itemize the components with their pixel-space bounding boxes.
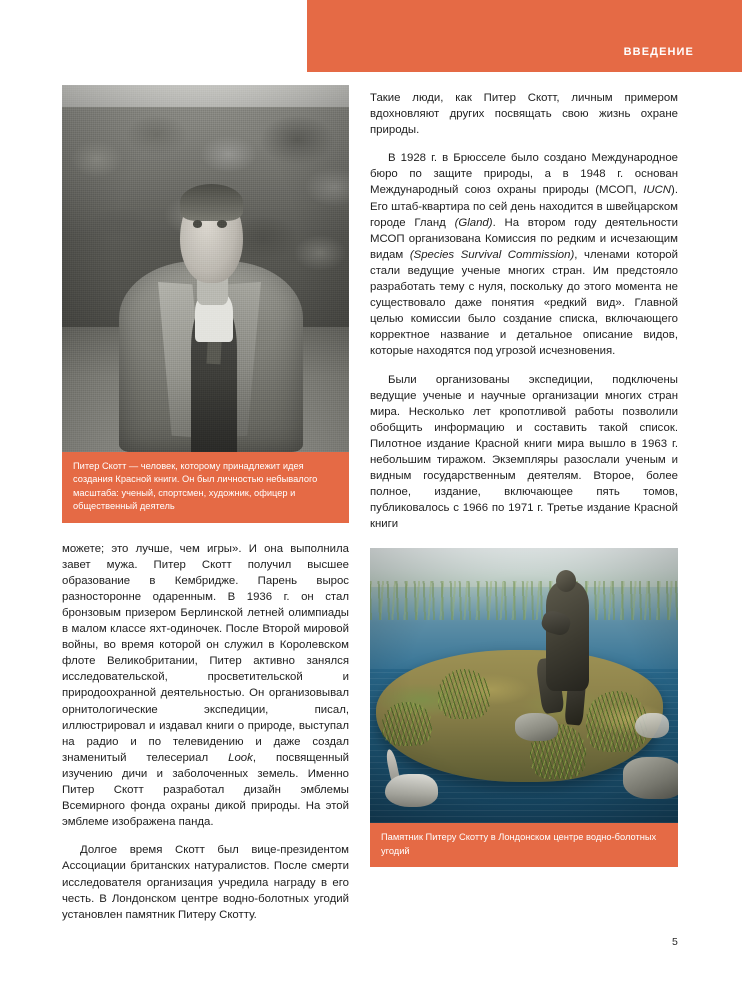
paragraph xyxy=(62,541,349,831)
text-run: , посвященный изучению дичи и заболоченных земель. Именно Питер Скотт разработал дизайн эмблемы Всемирного фонда охраны дикой природы. На этой эмблеме изображена панда. xyxy=(62,751,349,829)
portrait-figure xyxy=(62,85,349,523)
section-header-banner xyxy=(307,0,742,72)
text-run: В 1928 г. в Брюсселе было создано Международное бюро по защите природы, а в 1948 г. основан Международный союз охраны природы (МСОП, xyxy=(370,152,678,197)
portrait-hair xyxy=(180,184,243,221)
swan-sculpture-background xyxy=(635,713,669,738)
italic-term: Look xyxy=(228,751,253,764)
text-run: ). Его штаб-квартира по сей день находится в швейцарском городе Гланд xyxy=(370,184,678,229)
paragraph xyxy=(370,150,678,359)
right-column xyxy=(370,90,678,867)
text-run: . На втором году деятельности МСОП организована Комиссия по редким и исчезающим видам xyxy=(370,216,678,261)
peter-scott-portrait-photo xyxy=(62,85,349,452)
paragraph xyxy=(370,372,678,533)
statue-reeds-background xyxy=(370,581,678,620)
statue-grass-tussock xyxy=(438,669,490,719)
portrait-caption: Питер Скотт — человек, которому принадлежит идея создания Красной книги. Он был личностью небывалого масштаба: ученый, спортсмен, художник, офицер и общественный деятель xyxy=(62,452,349,523)
right-column-text xyxy=(370,90,678,532)
peter-scott-statue-photo xyxy=(370,548,678,823)
italic-term: IUCN xyxy=(643,184,672,197)
text-run: Были организованы экспедиции, подключены ведущие ученые и научные организации многих стран мира. Несколько лет кропотливой работы позволили обобщить информацию и составить такой список. Пилотное издание Красной книги мира вышло в 1963 г. небольшим тиражом. Экземпляры разослали ученым и видным государственным деятелям. Второе, более полное, издание, включающее пять томов, публиковалось с 1966 по 1971 г. Третье издание Красной книги xyxy=(370,373,678,531)
left-column xyxy=(62,85,349,923)
page-number: 5 xyxy=(672,936,678,948)
paragraph xyxy=(62,842,349,922)
text-run: Такие люди, как Питер Скотт, личным примером вдохновляют других посвящать свою жизнь охране природы. xyxy=(370,92,678,137)
statue-figure xyxy=(370,548,678,867)
italic-term: (Gland) xyxy=(454,216,493,229)
text-run: Долгое время Скотт был вице-президентом Ассоциации британских натуралистов. После смерти исследователя организация учредила награду в его честь. В Лондонском центре водно-болотных угодий установлен памятник Питеру Скотту. xyxy=(62,844,349,921)
swan-sculpture-foreground xyxy=(385,774,437,807)
statue-torso xyxy=(546,581,589,691)
statue-rock xyxy=(623,757,678,798)
text-run: , членами которой стали ведущие ученые многих стран. Им предстояло разработать тему с нуля, поскольку до этого момента не существовало даже понятия «редкий вид». Главной целью комиссии было создание списка, включающего корректное название и детальное описание видов, которые находятся под угрозой исчезновения. xyxy=(370,248,678,358)
statue-grass-tussock xyxy=(382,702,431,746)
statue-caption: Памятник Питеру Скотту в Лондонском центре водно-болотных угодий xyxy=(370,823,678,867)
portrait-eye-right xyxy=(217,220,227,228)
italic-term: (Species Survival Commission) xyxy=(409,248,575,261)
section-title: ВВЕДЕНИЕ xyxy=(623,46,694,58)
paragraph xyxy=(370,90,678,138)
text-run: можете; это лучше, чем игры». И она выполнила завет мужа. Питер Скотт получил высшее образование в Кембридже. Парень вырос разносторонне одаренным. В 1936 г. он стал бронзовым призером Берлинской летней олимпиады в малом классе яхт-одиночек. После Второй мировой войны, во время которой он служил в Королевском флоте Великобритании, Питер активно занялся исследовательской, просветительской и природоохранной деятельностью. Он организовывал орнитологические экспедиции, писал, иллюстрировал и издавал книги о природе, выступал на радио и по телевидению и даже создал знаменитый телесериал xyxy=(62,542,349,764)
statue-rock xyxy=(515,713,558,741)
left-column-text xyxy=(62,541,349,923)
